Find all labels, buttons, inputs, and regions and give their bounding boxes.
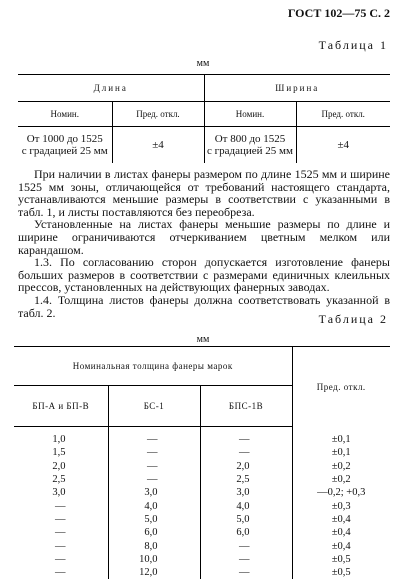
table1-caption: Таблица 1 bbox=[318, 38, 388, 52]
table-row bbox=[14, 526, 390, 539]
cell-bs-1: — bbox=[108, 433, 200, 446]
table-row bbox=[14, 486, 390, 499]
cell-bps-1v: 4,0 bbox=[200, 499, 292, 512]
table2-group-header: Номинальная толщина фанеры марок bbox=[14, 347, 292, 386]
table2-body bbox=[14, 433, 390, 579]
table1-header-width: Ширина bbox=[204, 75, 390, 102]
table2-column-header: БПС-1В bbox=[200, 386, 292, 427]
table-2 bbox=[14, 346, 390, 579]
cell-bps-1v: 2,0 bbox=[200, 460, 292, 473]
cell-bs-1: 3,0 bbox=[108, 486, 200, 499]
table2-column-header: БП-А и БП-В bbox=[14, 386, 108, 427]
cell-bps-1v: 6,0 bbox=[200, 526, 292, 539]
cell-bp-a-bp-v: — bbox=[55, 527, 66, 539]
cell-bp-a-bp-v: — bbox=[55, 513, 66, 525]
cell-bs-1: — bbox=[108, 446, 200, 459]
cell-deviation: ±0,2 bbox=[292, 460, 390, 473]
cell-bps-1v: 5,0 bbox=[200, 513, 292, 526]
cell-bs-1: — bbox=[108, 460, 200, 473]
cell-deviation: ±0,2 bbox=[292, 473, 390, 486]
cell-bp-a-bp-v: 3,0 bbox=[52, 487, 66, 499]
cell-bps-1v: — bbox=[200, 566, 292, 579]
table1-header-length: Длина bbox=[18, 75, 204, 102]
cell-bp-a-bp-v: 1,0 bbox=[52, 434, 66, 446]
table-row bbox=[14, 433, 390, 446]
cell-bps-1v: — bbox=[200, 446, 292, 459]
page-header: ГОСТ 102—75 С. 2 bbox=[287, 6, 390, 20]
cell-bs-1: 6,0 bbox=[108, 526, 200, 539]
table-row bbox=[14, 539, 390, 552]
cell-bps-1v: 2,5 bbox=[200, 473, 292, 486]
cell-deviation: ±0,5 bbox=[292, 566, 390, 579]
cell-bs-1: 8,0 bbox=[108, 539, 200, 552]
cell-bp-a-bp-v: — bbox=[55, 500, 66, 512]
table1-subheader: Пред. откл. bbox=[296, 102, 390, 127]
table-row bbox=[14, 553, 390, 566]
cell-bp-a-bp-v: 2,0 bbox=[52, 460, 66, 472]
cell-bp-a-bp-v: — bbox=[55, 553, 66, 565]
table-row bbox=[14, 446, 390, 459]
table2-unit: мм bbox=[196, 334, 210, 345]
table1-length-nominal bbox=[18, 127, 112, 164]
cell-bp-a-bp-v: 1,5 bbox=[52, 447, 66, 459]
table1-width-nominal bbox=[204, 127, 296, 164]
cell-bs-1: 12,0 bbox=[108, 566, 200, 579]
cell-bp-a-bp-v: — bbox=[55, 567, 66, 579]
cell-bp-a-bp-v: — bbox=[55, 540, 66, 552]
table-row bbox=[14, 499, 390, 512]
cell-bs-1: 4,0 bbox=[108, 499, 200, 512]
table1-subheader: Номин. bbox=[204, 102, 296, 127]
table1-length-deviation: ±4 bbox=[112, 127, 204, 164]
cell-deviation: —0,2; +0,3 bbox=[292, 486, 390, 499]
cell-deviation: ±0,4 bbox=[292, 539, 390, 552]
table-1 bbox=[18, 74, 390, 163]
table-row bbox=[14, 460, 390, 473]
table-row bbox=[14, 473, 390, 486]
cell-bps-1v: — bbox=[200, 433, 292, 446]
table1-length-nominal-line2: с градацией 25 мм bbox=[21, 145, 108, 157]
cell-bs-1: 5,0 bbox=[108, 513, 200, 526]
table2-caption: Таблица 2 bbox=[318, 312, 388, 326]
table-row bbox=[14, 513, 390, 526]
paragraph: Установленные на листах фанеры меньшие размеры по длине и ширине ограничиваются отчеркиванием цветным мелком или карандашом. bbox=[18, 217, 390, 257]
table1-length-nominal-line1: От 1000 до 1525 bbox=[26, 133, 103, 145]
cell-bs-1: 10,0 bbox=[108, 553, 200, 566]
cell-deviation: ±0,4 bbox=[292, 526, 390, 539]
paragraph: При наличии в листах фанеры размером по длине 1525 мм и ширине 1525 мм зоны, отличающейся от требований настоящего стандарта, устанавливаются меньшие размеры в соответствии с указанными в табл. 1, и листы поставляются без переобреза. bbox=[18, 167, 390, 219]
table1-subheader: Номин. bbox=[18, 102, 112, 127]
cell-bps-1v: — bbox=[200, 553, 292, 566]
table1-width-nominal-line2: с градацией 25 мм bbox=[207, 145, 293, 157]
table2-column-header: БС-1 bbox=[108, 386, 200, 427]
paragraph: 1.4. Толщина листов фанеры должна соответствовать указанной в табл. 2. bbox=[18, 292, 390, 320]
cell-bp-a-bp-v: 2,5 bbox=[52, 474, 66, 486]
cell-bps-1v: — bbox=[200, 539, 292, 552]
table2-deviation-header: Пред. откл. bbox=[292, 347, 390, 427]
table1-unit: мм bbox=[196, 58, 210, 69]
table1-width-nominal-line1: От 800 до 1525 bbox=[214, 133, 286, 145]
table1-subheader: Пред. откл. bbox=[112, 102, 204, 127]
cell-deviation: ±0,1 bbox=[292, 446, 390, 459]
cell-deviation: ±0,1 bbox=[292, 433, 390, 446]
cell-deviation: ±0,4 bbox=[292, 513, 390, 526]
table-row bbox=[14, 566, 390, 579]
cell-deviation: ±0,3 bbox=[292, 499, 390, 512]
cell-bps-1v: 3,0 bbox=[200, 486, 292, 499]
table1-width-deviation: ±4 bbox=[296, 127, 390, 164]
cell-deviation: ±0,5 bbox=[292, 553, 390, 566]
paragraph: 1.3. По согласованию сторон допускается изготовление фанеры больших размеров в соответствии с размерами единичных клеильных прессов, установленных на действующих фанерных заводах. bbox=[18, 255, 390, 295]
cell-bs-1: — bbox=[108, 473, 200, 486]
body-text bbox=[18, 168, 390, 319]
